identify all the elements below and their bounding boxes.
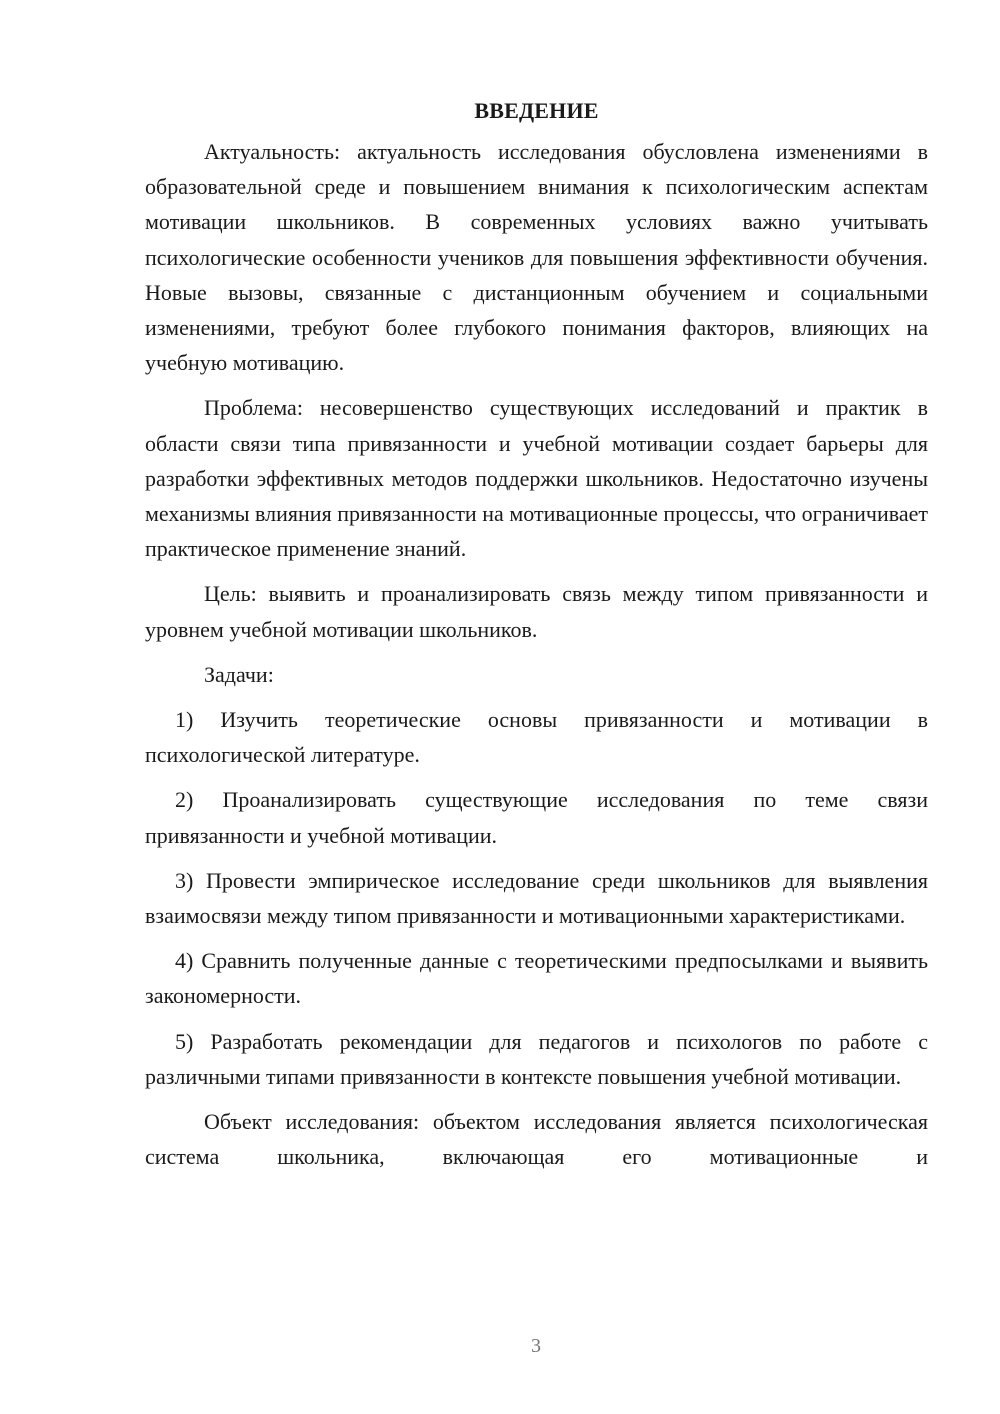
problem-paragraph: Проблема: несовершенство существующих исследований и практик в области связи типа привязанности и учебной мотивации создает барьеры для разработки эффективных методов поддержки школьников. Недостаточно изучены механизмы влияния привязанности на мотивационные процессы, что ограничивает практическое применение знаний. [145, 395, 928, 562]
goal-paragraph: Цель: выявить и проанализировать связь между типом привязанности и уровнем учебной мотивации школьников. [145, 581, 928, 642]
task-item-1: 1) Изучить теоретические основы привязанности и мотивации в психологической литературе. [145, 707, 928, 768]
section-heading: ВВЕДЕНИЕ [474, 98, 599, 123]
tasks-heading: Задачи: [204, 661, 274, 687]
page-number: 3 [531, 1335, 541, 1357]
task-item-4: 4) Сравнить полученные данные с теоретическими предпосылками и выявить закономерности. [145, 948, 928, 1009]
task-item-5: 5) Разработать рекомендации для педагогов и психологов по работе с различными типами привязанности в контексте повышения учебной мотивации. [145, 1028, 928, 1089]
page-content [145, 96, 928, 1184]
task-item-3: 3) Провести эмпирическое исследование среди школьников для выявления взаимосвязи между типом привязанности и мотивационными характеристиками. [145, 867, 928, 929]
object-paragraph: Объект исследования: объектом исследования является психологическая система школьника, включающая его мотивационные и [145, 1109, 928, 1170]
task-item-2: 2) Проанализировать существующие исследования по теме связи привязанности и учебной мотивации. [145, 787, 928, 848]
relevance-paragraph: Актуальность: актуальность исследования обусловлена изменениями в образовательной среде и повышением внимания к психологическим аспектам мотивации школьников. В современных условиях важно учитывать психологические особенности учеников для повышения эффективности обучения. Новые вызовы, связанные с дистанционным обучением и социальными изменениями, требуют более глубокого понимания факторов, влияющих на учебную мотивацию. [145, 139, 928, 376]
